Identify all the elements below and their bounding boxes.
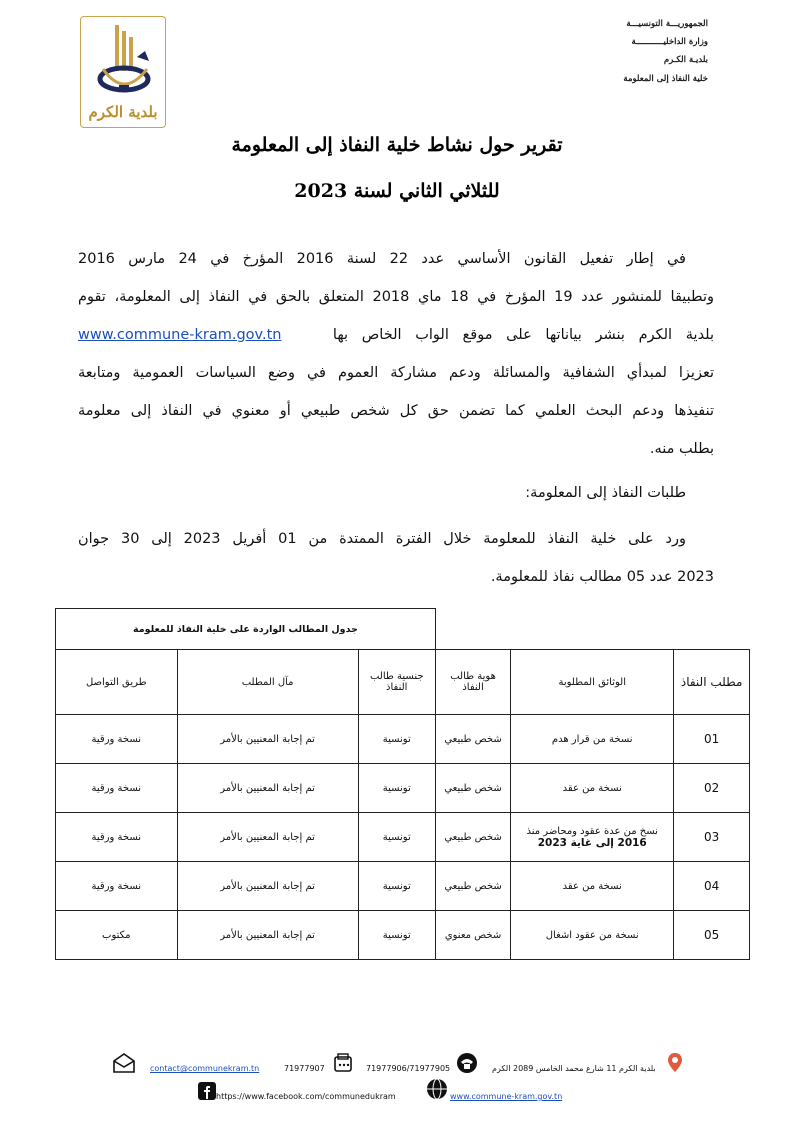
row-docs: نسخة من قرار هدم — [511, 715, 674, 764]
requests-paragraph — [78, 520, 714, 596]
header-outcome: مآل المطلب — [177, 650, 358, 715]
letterhead — [538, 18, 708, 91]
phone-icon — [456, 1052, 478, 1074]
table-caption: جدول المطالب الواردة على خلية النفاذ للمعلومة — [56, 609, 436, 650]
globe-icon — [426, 1078, 448, 1100]
row-channel: نسخة ورقية — [56, 764, 178, 813]
footer-web — [108, 1082, 688, 1112]
municipality-name: بلديـة الكـرم — [663, 55, 708, 66]
intro-paragraph — [78, 240, 714, 468]
row-docs: نسخة من عقد — [511, 862, 674, 911]
header-num: مطلب النفاذ — [674, 650, 750, 715]
intro-line-2: وتطبيقا للمنشور عدد 19 المؤرخ في 18 ماي 2018 المتعلق بالحق في النفاذ إلى المعلومة، تقوم — [78, 289, 714, 305]
row-num: 01 — [674, 715, 750, 764]
row-docs-line-1: نسخ من عدة عقود ومحاضر منذ — [526, 825, 658, 837]
website-footer-link[interactable]: www.commune-kram.gov.tn — [450, 1092, 563, 1101]
phone-number: 71977906/71977905 — [366, 1064, 451, 1073]
facebook-icon — [198, 1082, 216, 1100]
intro-line-6: بطلب منه. — [649, 441, 714, 457]
section-heading: طلبات النفاذ إلى المعلومة: — [525, 485, 686, 501]
mail-icon — [112, 1052, 136, 1074]
table-row — [56, 764, 750, 813]
report-subtitle: للثلاثي الثاني لسنة 2023 — [294, 180, 500, 202]
table-row — [56, 813, 750, 862]
facebook-link[interactable]: https://www.facebook.com/communedukram — [216, 1092, 396, 1101]
table-caption-spacer — [435, 609, 749, 650]
row-identity: شخص طبيعي — [435, 862, 510, 911]
requests-line-1: ورد على خلية النفاذ للمعلومة خلال الفترة الممتدة من 01 أفريل 2023 إلى 30 جوان — [78, 531, 686, 547]
requests-line-2: 2023 عدد 05 مطالب نفاذ للمعلومة. — [490, 569, 714, 585]
fax-icon — [332, 1052, 354, 1074]
row-num: 05 — [674, 911, 750, 960]
website-link[interactable]: www.commune-kram.gov.tn — [78, 327, 282, 343]
row-outcome: تم إجابة المعنيين بالأمر — [177, 764, 358, 813]
row-outcome: تم إجابة المعنيين بالأمر — [177, 715, 358, 764]
ministry-name: وزارة الداخليـــــــــــة — [631, 37, 708, 48]
row-num: 02 — [674, 764, 750, 813]
kram-emblem-icon — [81, 17, 167, 107]
municipality-logo — [80, 16, 166, 128]
republic-name: الجمهوريـــة التونسيـــة — [626, 19, 708, 29]
row-channel: مكتوب — [56, 911, 178, 960]
row-channel: نسخة ورقية — [56, 813, 178, 862]
row-channel: نسخة ورقية — [56, 862, 178, 911]
header-nationality: جنسية طالب النفاذ — [358, 650, 435, 715]
footer-contacts — [108, 1052, 688, 1082]
row-identity: شخص طبيعي — [435, 764, 510, 813]
row-docs: نسخة من عقد — [511, 764, 674, 813]
address: بلدية الكرم 11 شارع محمد الخامس 2089 الكرم — [492, 1064, 656, 1073]
table-row — [56, 911, 750, 960]
row-nationality: تونسية — [358, 764, 435, 813]
fax-number: 71977907 — [284, 1064, 325, 1073]
header-identity: هوية طالب النفاذ — [435, 650, 510, 715]
row-nationality: تونسية — [358, 862, 435, 911]
row-outcome: تم إجابة المعنيين بالأمر — [177, 911, 358, 960]
requests-table — [55, 608, 750, 960]
intro-line-4: تعزيزا لمبدأي الشفافية والمسائلة ودعم مشاركة العموم في وضع السياسات العمومية ومتابعة — [78, 365, 714, 381]
location-pin-icon — [666, 1052, 684, 1074]
intro-line-3-text: بلدية الكرم بنشر بياناتها على موقع الواب الخاص بها — [332, 327, 714, 343]
cell-name: خلية النفاذ إلى المعلومة — [623, 73, 708, 84]
intro-line-3 — [78, 316, 714, 354]
row-outcome: تم إجابة المعنيين بالأمر — [177, 862, 358, 911]
intro-line-1: في إطار تفعيل القانون الأساسي عدد 22 لسنة 2016 المؤرخ في 24 مارس 2016 — [78, 251, 686, 267]
table-caption-row — [56, 609, 750, 650]
row-num: 04 — [674, 862, 750, 911]
row-nationality: تونسية — [358, 911, 435, 960]
table-row — [56, 862, 750, 911]
header-docs: الوثائق المطلوبة — [511, 650, 674, 715]
row-identity: شخص طبيعي — [435, 813, 510, 862]
intro-line-5: تنفيذها ودعم البحث العلمي كما تضمن حق كل شخص طبيعي أو معنوي في النفاذ إلى معلومة — [78, 403, 714, 419]
report-title: تقرير حول نشاط خلية النفاذ إلى المعلومة — [231, 134, 563, 156]
email-link[interactable]: contact@communekram.tn — [150, 1064, 260, 1073]
table-row — [56, 715, 750, 764]
row-nationality: تونسية — [358, 813, 435, 862]
row-docs: نسخة من عقود اشغال — [511, 911, 674, 960]
row-identity: شخص معنوي — [435, 911, 510, 960]
row-outcome: تم إجابة المعنيين بالأمر — [177, 813, 358, 862]
row-num: 03 — [674, 813, 750, 862]
row-identity: شخص طبيعي — [435, 715, 510, 764]
logo-caption: بلدية الكرم — [88, 103, 158, 121]
row-channel: نسخة ورقية — [56, 715, 178, 764]
row-docs — [511, 813, 674, 862]
header-channel: طريق التواصل — [56, 650, 178, 715]
section-block — [78, 474, 714, 512]
row-docs-line-2: 2016 إلى غاية 2023 — [537, 836, 647, 849]
table-header-row — [56, 650, 750, 715]
row-nationality: تونسية — [358, 715, 435, 764]
